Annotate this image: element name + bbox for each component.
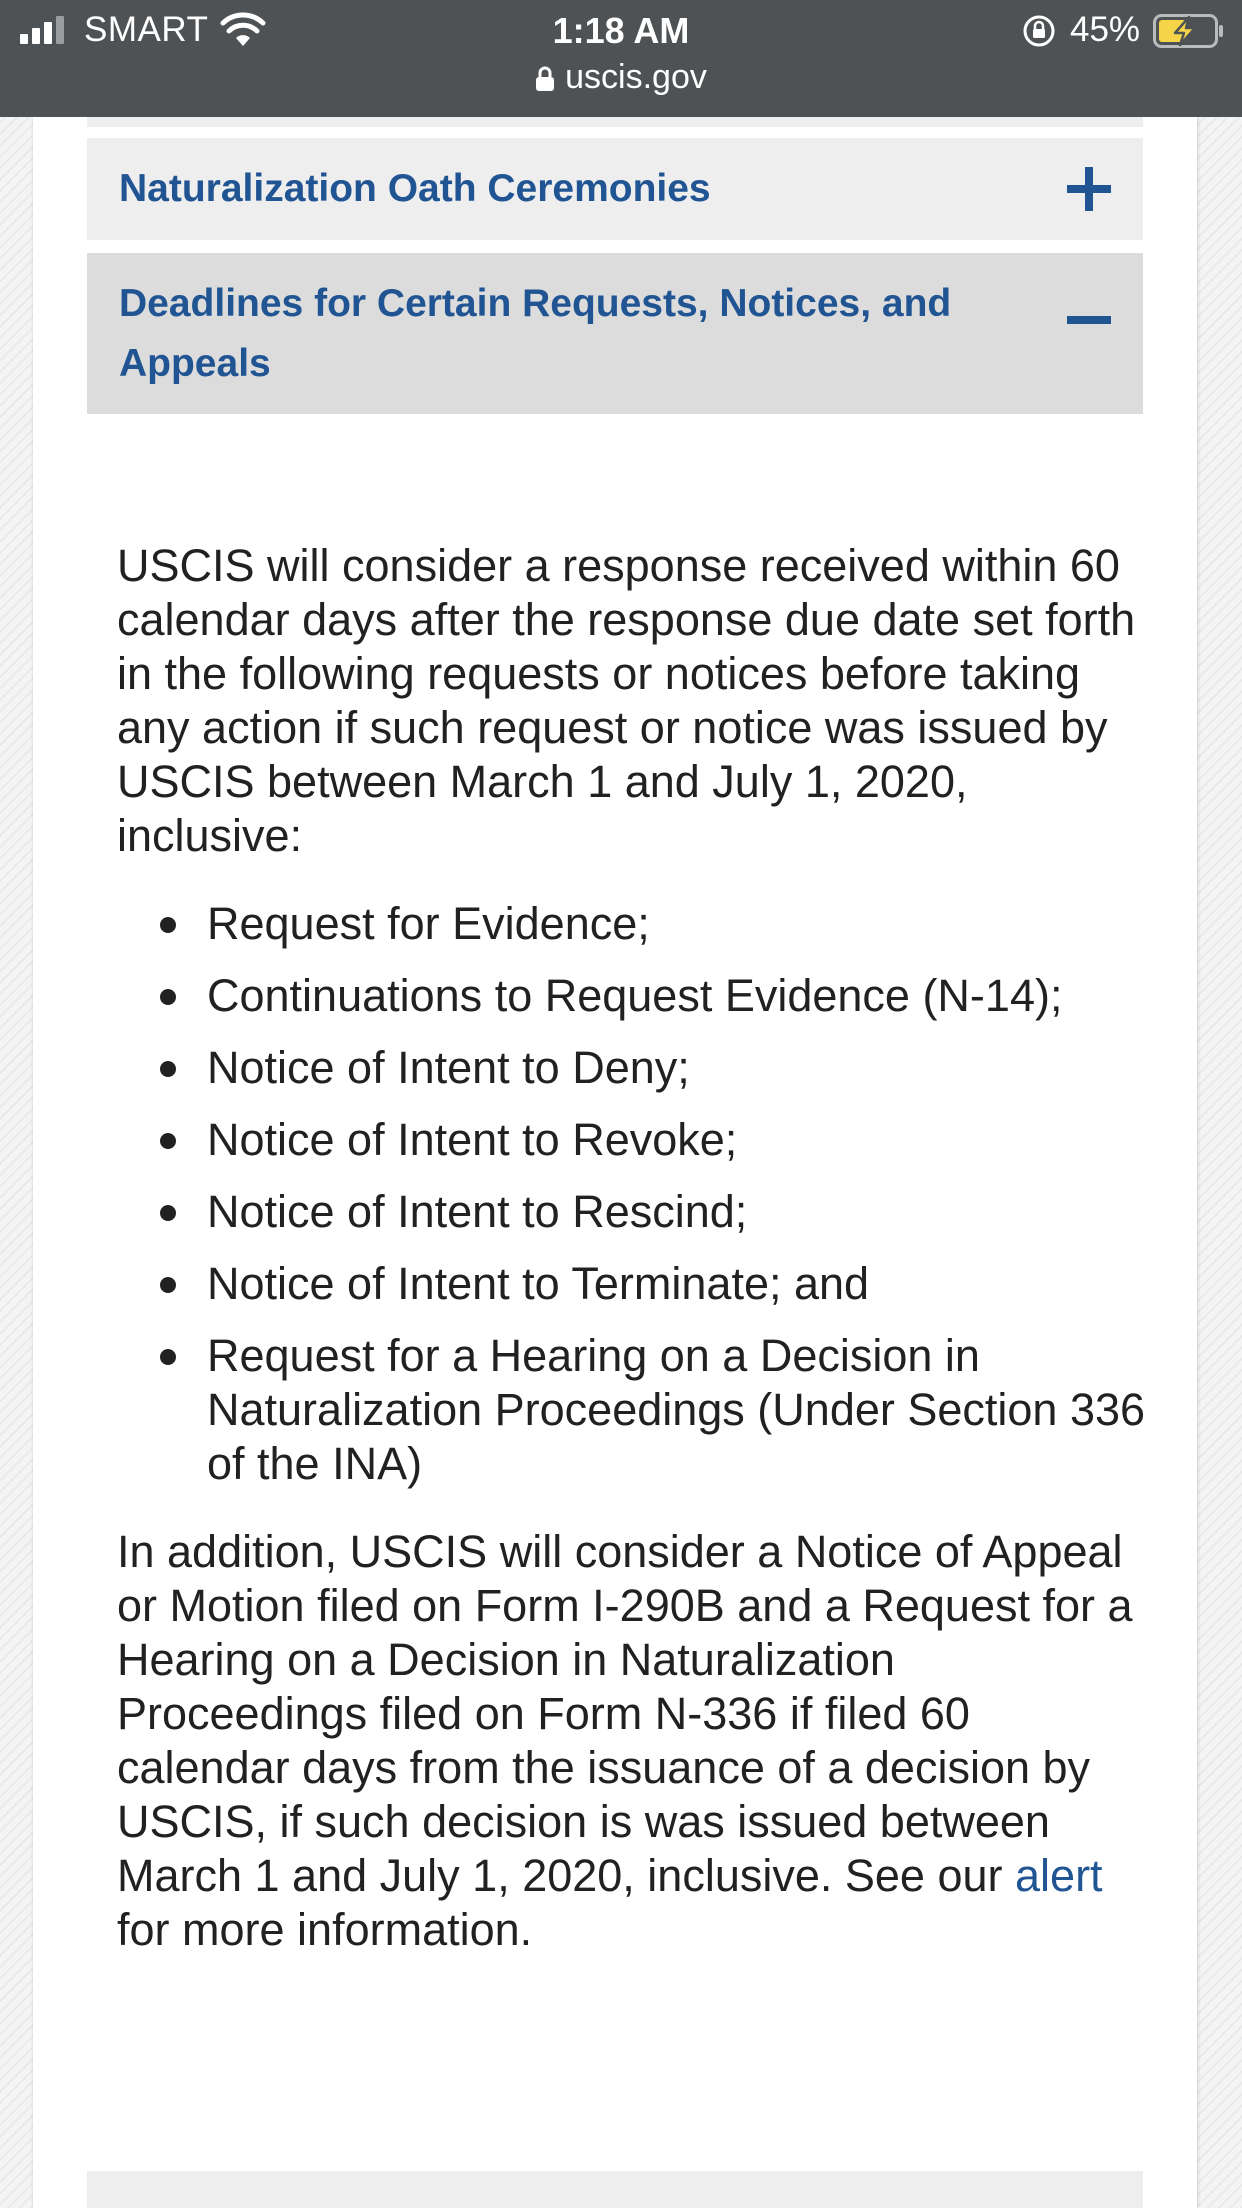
carrier-name: SMART [84, 10, 209, 49]
list-item: Request for Evidence; [117, 897, 1147, 951]
battery-percent: 45% [1070, 10, 1141, 49]
accordion-naturalization-oath-ceremonies[interactable] [87, 138, 1143, 240]
battery-charging-icon [1153, 14, 1225, 48]
accordion-panel-content [117, 539, 1147, 1957]
list-item: Notice of Intent to Revoke; [117, 1113, 1147, 1167]
clock: 1:18 AM [552, 10, 690, 51]
url-text: uscis.gov [565, 58, 707, 96]
lock-icon [535, 66, 555, 92]
minus-icon [1067, 316, 1111, 324]
orientation-lock-icon [1022, 14, 1056, 48]
addition-text: In addition, USCIS will consider a Notice of Appeal or Motion filed on Form I-290B and a Request for a Hearing on a Decision in Naturalization Proceedings filed on Form N-336 if filed 60 calendar days from the issuance of a decision by USCIS, if such decision is was issued between March 1 and July 1, 2020, inclusive. See our [117, 1526, 1133, 1901]
accordion-deadlines[interactable] [87, 253, 1143, 414]
list-item: Notice of Intent to Deny; [117, 1041, 1147, 1095]
list-item: Continuations to Request Evidence (N-14); [117, 969, 1147, 1023]
address-bar[interactable] [0, 58, 1242, 97]
page-content [33, 117, 1197, 2208]
accordion-title: Deadlines for Certain Requests, Notices, and Appeals [119, 282, 952, 385]
alert-link[interactable]: alert [1015, 1850, 1103, 1901]
status-bar [0, 0, 1242, 117]
intro-paragraph: USCIS will consider a response received within 60 calendar days after the response due date set forth in the following requests or notices before taking any action if such request or notice was issued by USCIS between March 1 and July 1, 2020, inclusive: [117, 540, 1136, 861]
after-link-text: for more information. [117, 1904, 533, 1955]
list-item: Notice of Intent to Rescind; [117, 1185, 1147, 1239]
accordion-title: Naturalization Oath Ceremonies [119, 167, 711, 210]
next-accordion-item[interactable] [87, 2171, 1143, 2208]
previous-accordion-item[interactable] [87, 117, 1143, 127]
request-list [117, 897, 1147, 1491]
list-item: Notice of Intent to Terminate; and [117, 1257, 1147, 1311]
plus-icon [1067, 167, 1111, 211]
list-item: Request for a Hearing on a Decision in Naturalization Proceedings (Under Section 336 of the INA) [117, 1329, 1147, 1491]
addition-paragraph [117, 1525, 1147, 1957]
